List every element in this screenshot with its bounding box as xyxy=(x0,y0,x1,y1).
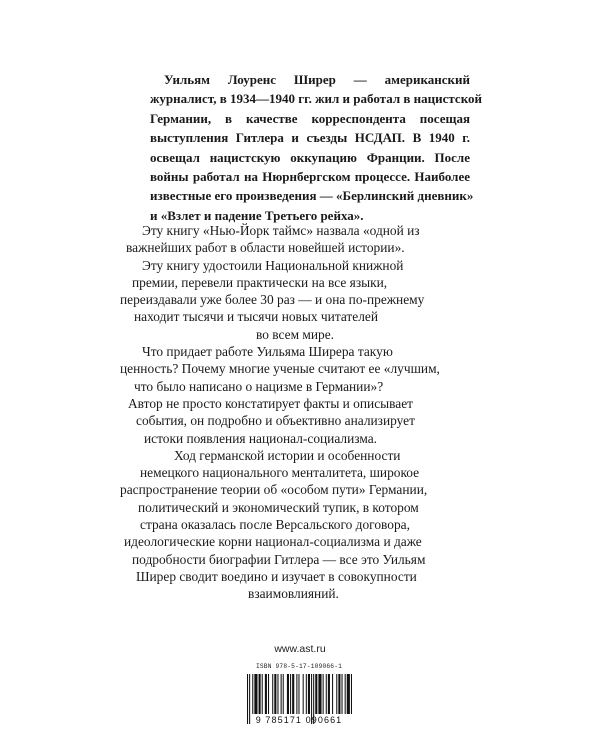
description-line: переиздавали уже более 30 раз — и она по-прежнему xyxy=(120,292,425,308)
barcode-bar xyxy=(308,674,310,714)
barcode-bar xyxy=(268,674,269,714)
barcode-bar xyxy=(303,674,304,714)
barcode-bar xyxy=(347,674,350,714)
description-line: ценность? Почему многие ученые считают ее «лучшим, xyxy=(120,361,440,377)
barcode-bar xyxy=(328,674,330,714)
description-line: Автор не просто констатирует факты и описывает xyxy=(128,395,414,411)
description-line: подробности биографии Гитлера — все это Уильям xyxy=(132,551,426,567)
description-line: Ход германской истории и особенности xyxy=(174,447,401,463)
description-line: истоки появления национал-социализма. xyxy=(144,430,378,446)
bio-line: известные его произведения — «Берлинский дневник» xyxy=(150,188,474,204)
description-line: важнейших работ в области новейшей истории». xyxy=(126,240,405,256)
description-line: Ширер сводит воедино и изучает в совокупности xyxy=(136,568,417,584)
barcode-bar xyxy=(306,674,307,714)
bio-line: Германии, в качестве корреспондента посещая xyxy=(150,110,470,126)
barcode-bar xyxy=(254,674,257,714)
barcode-digits: 9 785171 090661 xyxy=(255,715,343,725)
bio-line: выступления Гитлера и съезды НСДАП. В 1940 г. xyxy=(150,130,470,146)
barcode-bar xyxy=(315,674,317,714)
publisher-url: www.ast.ru xyxy=(274,643,326,655)
description-line: идеологические корни национал-социализма и даже xyxy=(124,534,422,550)
author-bio xyxy=(150,70,483,225)
barcode-bar xyxy=(332,674,333,714)
barcode-bar xyxy=(296,674,297,714)
bio-line: и «Взлет и падение Третьего рейха». xyxy=(150,207,364,223)
barcode-bar xyxy=(287,674,289,714)
description-line: Эту книгу «Нью-Йорк таймс» назвала «одной из xyxy=(142,223,420,238)
description-line: немецкого национального менталитета, широкое xyxy=(140,465,420,481)
book-description xyxy=(120,222,490,603)
description-line: премии, перевели практически на все языки, xyxy=(132,274,388,290)
isbn-label: ISBN 978-5-17-109066-1 xyxy=(255,663,343,670)
barcode-bar xyxy=(277,674,278,714)
barcode-bar xyxy=(281,674,282,714)
barcode-bar xyxy=(298,674,299,714)
description-line: во всем мире. xyxy=(256,326,335,342)
barcode-bar xyxy=(345,674,346,714)
description-line: находит тысячи и тысячи новых читателей xyxy=(134,309,379,325)
bio-line: войны работал на Нюрнбергском процессе. Наиболее xyxy=(150,169,470,185)
description-line: события, он подробно и объективно анализирует xyxy=(136,413,415,429)
barcode-bar xyxy=(318,674,321,714)
barcode-bar xyxy=(336,674,337,714)
bio-line: освещал нацистскую оккупацию Франции. После xyxy=(150,149,470,165)
description-line: политический и экономический тупик, в котором xyxy=(138,499,419,515)
barcode-bar xyxy=(274,674,276,714)
description-line: взаимовлияний. xyxy=(248,586,339,602)
description-line: что было написано о нацизме в Германии»? xyxy=(134,378,384,394)
description-line: распространение теории об «особом пути» Германии, xyxy=(120,482,428,498)
description-line: Что придает работе Уильяма Ширера такую xyxy=(142,344,393,360)
barcode-bar xyxy=(351,674,352,714)
barcode-bar xyxy=(338,674,340,714)
barcode-bar xyxy=(272,674,273,714)
bio-line: Уильям Лоуренс Ширер — американский xyxy=(164,72,470,87)
bio-line: журналист, в 1934—1940 гг. жил и работал в нацистской xyxy=(150,91,483,107)
barcode-bar xyxy=(283,674,284,714)
barcode-bar xyxy=(252,674,253,714)
barcode-bar xyxy=(290,674,291,714)
description-line: Эту книгу удостоили Национальной книжной xyxy=(142,257,404,273)
barcode-bar xyxy=(259,674,261,714)
barcode-bar xyxy=(326,674,327,714)
barcode-bar xyxy=(262,674,263,714)
barcode-bar xyxy=(342,674,343,714)
barcode-bar xyxy=(265,674,267,714)
description-line: страна оказалась после Версальского договора, xyxy=(140,517,410,533)
barcode-bar xyxy=(323,674,324,714)
barcode-bar xyxy=(292,674,294,714)
